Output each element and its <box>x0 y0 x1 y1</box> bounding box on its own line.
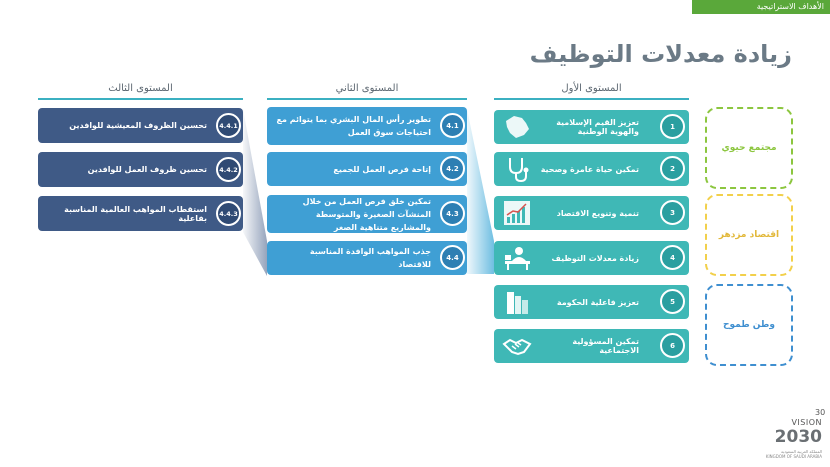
level2-item-4-2[interactable] <box>267 152 467 186</box>
level3-item-4-4-1[interactable] <box>38 108 243 143</box>
vision-logo-subtitle: المملكة العربية السعودية KINGDOM OF SAUDI ARABIA <box>765 449 822 459</box>
level1-item-number: 3 <box>660 200 685 225</box>
level2-item-label: جذب المواهب الوافدة المناسبة للاقتصاد <box>309 247 431 269</box>
employee-desk-icon <box>502 244 532 272</box>
level1-item-label: تعزيز القيم الإسلامية والهوية الوطنية <box>556 118 639 136</box>
level2-item-4-3[interactable] <box>267 195 467 233</box>
level2-item-label: تطوير رأس المال البشري بما يتوائم مع احتياجات سوق العمل <box>276 115 431 137</box>
level2-item-label: إتاحة فرص العمل للجميع <box>333 164 431 174</box>
level2-item-4-4[interactable] <box>267 241 467 275</box>
level1-item-3[interactable] <box>494 196 689 230</box>
level-1-header: المستوى الأول <box>561 83 622 94</box>
level3-item-4-4-2[interactable] <box>38 152 243 187</box>
page-number: 30 <box>815 408 826 417</box>
level3-item-number: 4.4.2 <box>216 157 241 182</box>
level2-item-number: 4.2 <box>440 156 465 181</box>
level1-item-5[interactable] <box>494 285 689 319</box>
level1-item-label: تنمية وتنويع الاقتصاد <box>556 208 639 218</box>
level1-item-4[interactable] <box>494 241 689 275</box>
level1-item-1[interactable] <box>494 110 689 144</box>
level1-item-number: 2 <box>660 156 685 181</box>
group-label: مجتمع حيوي <box>721 143 777 153</box>
level3-item-number: 4.4.1 <box>216 113 241 138</box>
level1-item-number: 6 <box>660 333 685 358</box>
section-tag: الأهداف الاستراتيجية <box>692 0 830 14</box>
level-2-underline <box>267 98 467 100</box>
level3-item-label: استقطاب المواهب العالمية المناسبة بفاعلية <box>64 204 207 223</box>
level1-item-label: تمكين حياة عامرة وصحية <box>540 164 639 174</box>
level-2-header: المستوى الثاني <box>335 83 399 94</box>
vision-logo-text: VISION <box>791 418 822 427</box>
connector-level2-to-level3 <box>243 109 267 276</box>
government-building-icon <box>502 288 532 316</box>
group-vibrant-society[interactable] <box>705 107 793 189</box>
level2-item-number: 4.1 <box>440 113 465 138</box>
level3-item-4-4-3[interactable] <box>38 196 243 231</box>
level1-item-label: تمكين المسؤولية الاجتماعية <box>572 337 639 355</box>
vision-2030-logo <box>758 418 824 462</box>
handshake-icon <box>502 332 532 360</box>
level3-item-label: تحسين ظروف العمل للوافدين <box>87 165 207 174</box>
level3-item-number: 4.4.3 <box>216 201 241 226</box>
level-1-underline <box>494 98 689 100</box>
level3-item-label: تحسين الظروف المعيشية للوافدين <box>69 121 207 130</box>
level-3-header: المستوى الثالث <box>108 83 173 94</box>
level2-item-4-1[interactable] <box>267 107 467 145</box>
level1-item-label: تعزيز فاعلية الحكومة <box>556 297 639 307</box>
connector-level1-to-level2 <box>467 109 494 274</box>
level1-item-label: زيادة معدلات التوظيف <box>551 253 639 263</box>
group-ambitious-nation[interactable] <box>705 284 793 366</box>
group-label: اقتصاد مزدهر <box>718 230 780 240</box>
level-3-underline <box>38 98 243 100</box>
group-label: وطن طموح <box>723 320 775 330</box>
level2-item-number: 4.3 <box>440 201 465 226</box>
level1-item-number: 4 <box>660 245 685 270</box>
stethoscope-icon <box>502 155 532 183</box>
level1-item-6[interactable] <box>494 329 689 363</box>
growth-chart-icon <box>502 199 532 227</box>
vision-logo-year: 2030 <box>774 427 822 447</box>
level2-item-number: 4.4 <box>440 245 465 270</box>
level1-item-2[interactable] <box>494 152 689 186</box>
page-title: زيادة معدلات التوظيف <box>529 40 792 68</box>
level1-item-number: 1 <box>660 114 685 139</box>
saudi-map-icon <box>502 113 532 141</box>
level1-item-number: 5 <box>660 289 685 314</box>
group-thriving-economy[interactable] <box>705 194 793 276</box>
level2-item-label: تمكين خلق فرص العمل من خلال المنشآت الصغيرة والمتوسطة والمشاريع متناهية الصغر <box>302 196 431 232</box>
